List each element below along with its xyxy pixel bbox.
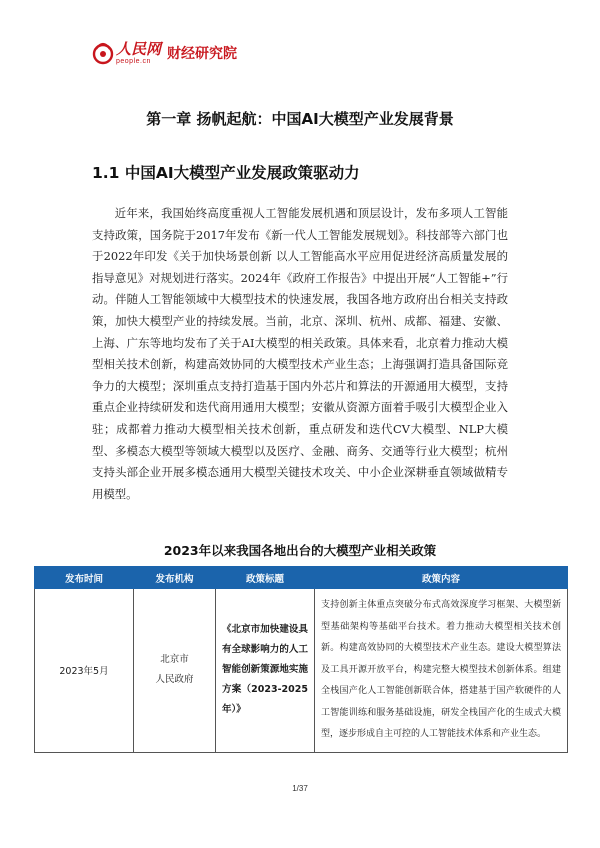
header-content: 政策内容 <box>315 567 568 589</box>
table-header-row <box>35 567 568 589</box>
logo-cn: 人民网 <box>116 39 162 58</box>
org-line-1: 北京市 <box>160 654 189 666</box>
cell-date: 2023年5月 <box>35 589 134 753</box>
header-org: 发布机构 <box>134 567 216 589</box>
body-paragraph: 近年来，我国始终高度重视人工智能发展机遇和顶层设计，发布多项人工智能支持政策，国务院于2017年发布《新一代人工智能发展规划》。科技部等六部门也于2022年印发《关于加快场景创新 以人工智能高水平应用促进经济高质量发展的指导意见》对规划进行落实。2024年《政府工作报告》中提出开展“人工智能+”行动。伴随人工智能领域中大模型技术的快速发展，我国各地方政府出台相关支持政策，加快大模型产业的持续发展。当前，北京、深圳、杭州、成都、福建、安徽、上海、广东等地均发布了关于AI大模型的相关政策。具体来看，北京着力推动大模型相关技术创新，构建高效协同的大模型技术产业生态；上海强调打造具备国际竞争力的大模型；深圳重点支持打造基于国内外芯片和算法的开源通用大模型，支持重点企业持续研发和迭代商用通用大模型；安徽从资源方面着手吸引大模型企业入驻；成都着力推动大模型相关技术创新，重点研发和迭代CV大模型、NLP大模型、多模态大模型等领域大模型以及医疗、金融、商务、交通等行业大模型；杭州支持头部企业开展多模态通用大模型关键技术攻关、中小企业深耕垂直领域做精专用模型。 <box>92 206 508 501</box>
logo-text <box>116 39 162 65</box>
cell-policy-content: 支持创新主体重点突破分布式高效深度学习框架、大模型新型基础架构等基础平台技术。着力推动大模型相关技术创新。构建高效协同的大模型技术产业生态。建设大模型算法及工具开源开放平台，构建完整大模型技术创新体系。组建全栈国产化人工智能创新联合体，搭建基于国产软硬件的人工智能训练和服务基础设施，研发全栈国产化的生成式大模型，逐步形成自主可控的人工智能技术体系和产业生态。 <box>315 589 568 753</box>
page-header <box>92 38 237 68</box>
table-caption: 2023年以来我国各地出台的大模型产业相关政策 <box>163 543 437 558</box>
policy-table <box>34 566 568 753</box>
institute-name: 财经研究院 <box>167 46 238 62</box>
chapter-title: 第一章 扬帆起航：中国AI大模型产业发展背景 <box>146 110 454 128</box>
section-title: 1.1 中国AI大模型产业发展政策驱动力 <box>92 164 360 182</box>
header-title: 政策标题 <box>216 567 315 589</box>
people-logo-icon <box>92 41 114 65</box>
table-row <box>35 589 568 753</box>
cell-org <box>134 589 216 753</box>
cell-policy-title: 《北京市加快建设具有全球影响力的人工智能创新策源地实施方案（2023-2025年）》 <box>216 589 315 753</box>
logo-en: people.cn <box>116 57 151 65</box>
org-line-2: 人民政府 <box>155 674 194 686</box>
page-number: 1/37 <box>292 784 308 793</box>
header-date: 发布时间 <box>35 567 134 589</box>
